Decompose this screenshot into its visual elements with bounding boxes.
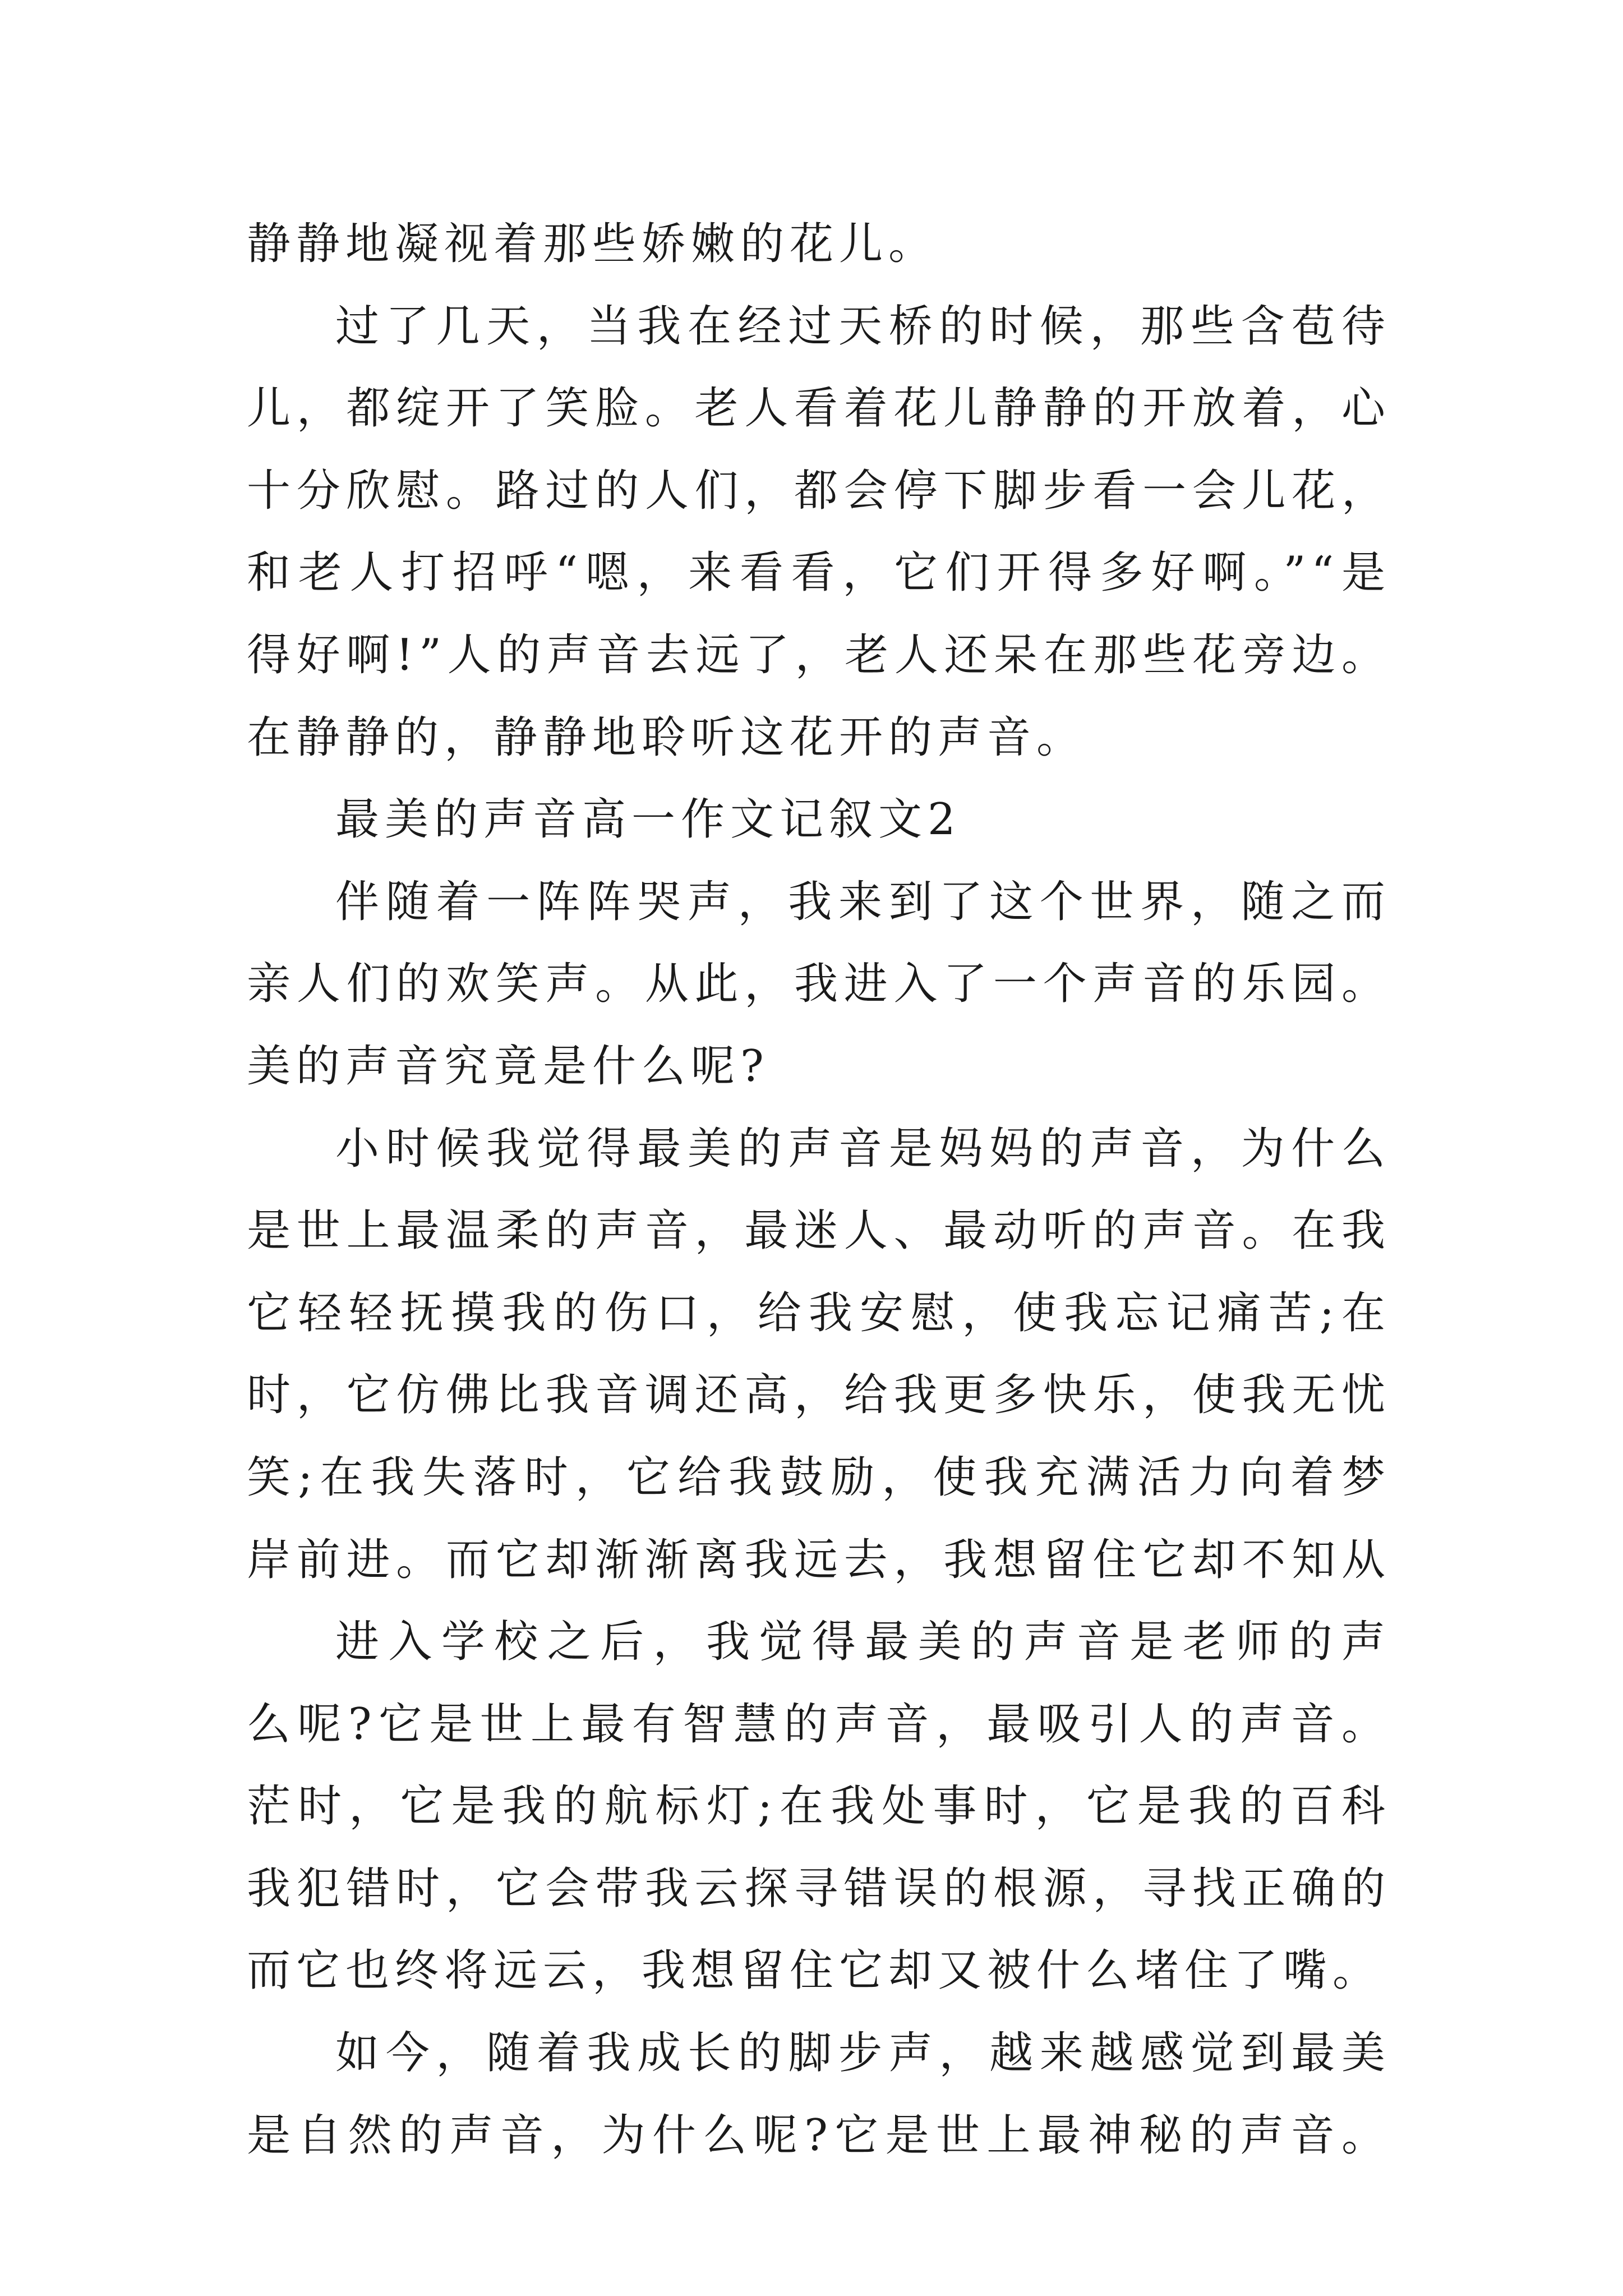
text-line: 是自然的声音，为什么呢?它是世上最神秘的声音。 bbox=[247, 2110, 1391, 2161]
document-body bbox=[247, 203, 1391, 2177]
text-line: 是世上最温柔的声音，最迷人、最动听的声音。在我 bbox=[247, 1205, 1391, 1257]
text-line: 静静地凝视着那些娇嫩的花儿。 bbox=[247, 219, 938, 269]
text-line: 时，它仿佛比我音调还高，给我更多快乐，使我无忧 bbox=[247, 1370, 1391, 1421]
text-line: 笑;在我失落时，它给我鼓励，使我充满活力向着梦 bbox=[247, 1452, 1391, 1503]
text-line: 而它也终将远云，我想留住它却又被什么堵住了嘴。 bbox=[247, 1945, 1382, 1996]
text-line: 伴随着一阵阵哭声，我来到了这个世界，随之而 bbox=[335, 876, 1391, 927]
text-line: 小时候我觉得最美的声音是妈妈的声音，为什么 bbox=[335, 1123, 1391, 1174]
text-line: 岸前进。而它却渐渐离我远去，我想留住它却不知从 bbox=[247, 1534, 1391, 1585]
text-line: 亲人们的欢笑声。从此，我进入了一个声音的乐园。 bbox=[247, 959, 1391, 1010]
text-line: 么呢?它是世上最有智慧的声音，最吸引人的声音。 bbox=[247, 1699, 1391, 1750]
text-line: 和老人打招呼“嗯，来看看，它们开得多好啊。”“是 bbox=[247, 547, 1391, 599]
text-line: 十分欣慰。路过的人们，都会停下脚步看一会儿花， bbox=[247, 465, 1391, 516]
text-line: 茫时，它是我的航标灯;在我处事时，它是我的百科 bbox=[247, 1781, 1391, 1832]
text-line: 进入学校之后，我觉得最美的声音是老师的声 bbox=[335, 1617, 1391, 1668]
text-line: 过了几天，当我在经过天桥的时候，那些含苞待 bbox=[335, 301, 1391, 352]
text-line: 得好啊!”人的声音去远了，老人还呆在那些花旁边。 bbox=[247, 629, 1391, 680]
section-title: 最美的声音高一作文记叙文2 bbox=[335, 794, 961, 845]
text-line: 它轻轻抚摸我的伤口，给我安慰，使我忘记痛苦;在 bbox=[247, 1287, 1391, 1338]
text-line: 在静静的，静静地聆听这花开的声音。 bbox=[247, 712, 1086, 763]
text-line: 我犯错时，它会带我云探寻错误的根源，寻找正确的 bbox=[247, 1863, 1391, 1914]
text-line: 美的声音究竟是什么呢? bbox=[247, 1041, 769, 1092]
text-line: 如今，随着我成长的脚步声，越来越感觉到最美 bbox=[335, 2028, 1391, 2079]
text-line: 儿，都绽开了笑脸。老人看着花儿静静的开放着，心 bbox=[247, 383, 1391, 434]
